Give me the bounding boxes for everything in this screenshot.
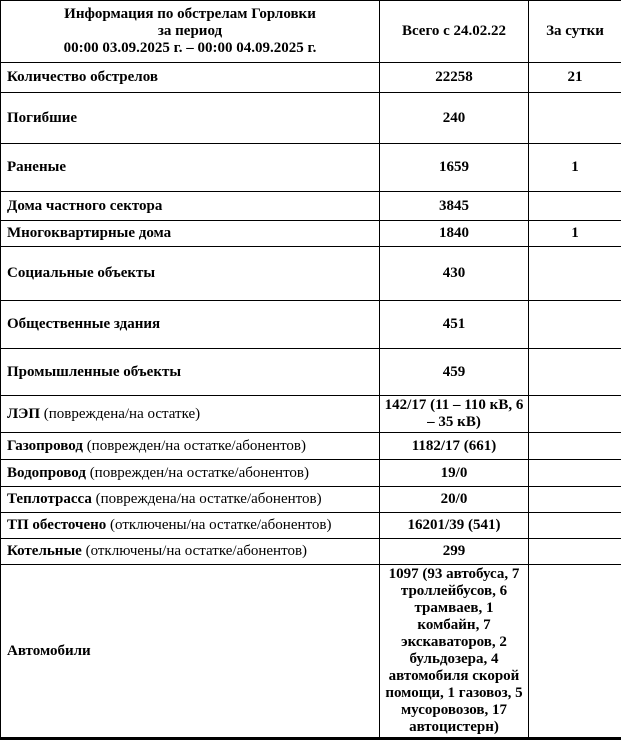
row-label-cell xyxy=(1,487,380,513)
daily-value-cell: 1 xyxy=(529,221,621,247)
daily-value-cell xyxy=(529,513,621,539)
total-value-cell: 19/0 xyxy=(380,460,529,487)
row-label-cell xyxy=(1,513,380,539)
daily-value-cell xyxy=(529,301,621,349)
table-row xyxy=(1,539,621,565)
table-title-line-1: Информация по обстрелам Горловки xyxy=(11,6,369,23)
table-row xyxy=(1,221,621,247)
row-label-cell xyxy=(1,63,380,93)
row-label-note: (повреждена/на остатке) xyxy=(44,406,200,422)
daily-value-cell xyxy=(529,247,621,301)
table-row xyxy=(1,144,621,192)
table-row xyxy=(1,192,621,221)
row-label: Промышленные объекты xyxy=(7,364,181,380)
table-row xyxy=(1,513,621,539)
table-row xyxy=(1,93,621,144)
daily-value-cell xyxy=(529,93,621,144)
table-title xyxy=(1,1,380,63)
total-value-cell: 451 xyxy=(380,301,529,349)
row-label-cell xyxy=(1,349,380,396)
row-label-cell xyxy=(1,192,380,221)
total-value-cell: 16201/39 (541) xyxy=(380,513,529,539)
table-row xyxy=(1,396,621,433)
row-label: Теплотрасса xyxy=(7,491,92,507)
daily-value-cell: 1 xyxy=(529,144,621,192)
row-label: ТП обесточено xyxy=(7,517,106,533)
row-label-cell xyxy=(1,144,380,192)
column-header-daily: За сутки xyxy=(529,1,621,63)
daily-value-cell xyxy=(529,487,621,513)
table-row xyxy=(1,460,621,487)
total-value-cell: 142/17 (11 – 110 кВ, 6 – 35 кВ) xyxy=(380,396,529,433)
row-label: Многоквартирные дома xyxy=(7,225,171,241)
daily-value-cell xyxy=(529,396,621,433)
total-value-cell: 459 xyxy=(380,349,529,396)
daily-value-cell xyxy=(529,349,621,396)
table-row xyxy=(1,63,621,93)
daily-value-cell xyxy=(529,539,621,565)
row-label: Раненые xyxy=(7,159,66,175)
row-label-note: (отключены/на остатке/абонентов) xyxy=(110,517,331,533)
row-label-cell xyxy=(1,396,380,433)
total-value-cell: 3845 xyxy=(380,192,529,221)
table-row xyxy=(1,487,621,513)
row-label-note: (поврежден/на остатке/абонентов) xyxy=(90,465,309,481)
row-label: Газопровод xyxy=(7,438,83,454)
row-label-cell xyxy=(1,433,380,460)
row-label-cell xyxy=(1,301,380,349)
daily-value-cell: 21 xyxy=(529,63,621,93)
row-label: Общественные здания xyxy=(7,316,160,332)
total-value-cell: 430 xyxy=(380,247,529,301)
column-header-total: Всего с 24.02.22 xyxy=(380,1,529,63)
row-label: Количество обстрелов xyxy=(7,69,158,85)
table-title-line-2: за период xyxy=(11,23,369,40)
row-label-note: (отключены/на остатке/абонентов) xyxy=(86,543,307,559)
row-label-cell xyxy=(1,565,380,739)
table-body xyxy=(1,63,621,739)
row-label: ЛЭП xyxy=(7,406,40,422)
row-label-cell xyxy=(1,539,380,565)
total-value-cell: 20/0 xyxy=(380,487,529,513)
row-label: Дома частного сектора xyxy=(7,198,162,214)
table-title-line-3: 00:00 03.09.2025 г. – 00:00 04.09.2025 г. xyxy=(11,40,369,57)
table-row xyxy=(1,349,621,396)
row-label-cell xyxy=(1,221,380,247)
row-label: Погибшие xyxy=(7,110,77,126)
row-label: Водопровод xyxy=(7,465,86,481)
row-label: Социальные объекты xyxy=(7,265,155,281)
total-value-cell: 1659 xyxy=(380,144,529,192)
row-label: Автомобили xyxy=(7,643,91,659)
total-value-cell: 240 xyxy=(380,93,529,144)
row-label-cell xyxy=(1,247,380,301)
row-label-note: (поврежден/на остатке/абонентов) xyxy=(87,438,306,454)
daily-value-cell xyxy=(529,460,621,487)
daily-value-cell xyxy=(529,565,621,739)
total-value-cell: 299 xyxy=(380,539,529,565)
row-label-cell xyxy=(1,460,380,487)
table-row xyxy=(1,301,621,349)
daily-value-cell xyxy=(529,192,621,221)
row-label-cell xyxy=(1,93,380,144)
total-value-cell: 22258 xyxy=(380,63,529,93)
header-row xyxy=(1,1,621,63)
total-value-cell: 1097 (93 автобуса, 7 троллейбусов, 6 трамваев, 1 комбайн, 7 экскаваторов, 2 бульдозера, 4 автомобиля скорой помощи, 1 газовоз, 5 мусоровозов, 17 автоцистерн) xyxy=(380,565,529,739)
daily-value-cell xyxy=(529,433,621,460)
row-label-note: (повреждена/на остатке/абонентов) xyxy=(96,491,322,507)
total-value-cell: 1182/17 (661) xyxy=(380,433,529,460)
total-value-cell: 1840 xyxy=(380,221,529,247)
table-row xyxy=(1,433,621,460)
row-label: Котельные xyxy=(7,543,82,559)
table-row xyxy=(1,247,621,301)
table-row xyxy=(1,565,621,739)
